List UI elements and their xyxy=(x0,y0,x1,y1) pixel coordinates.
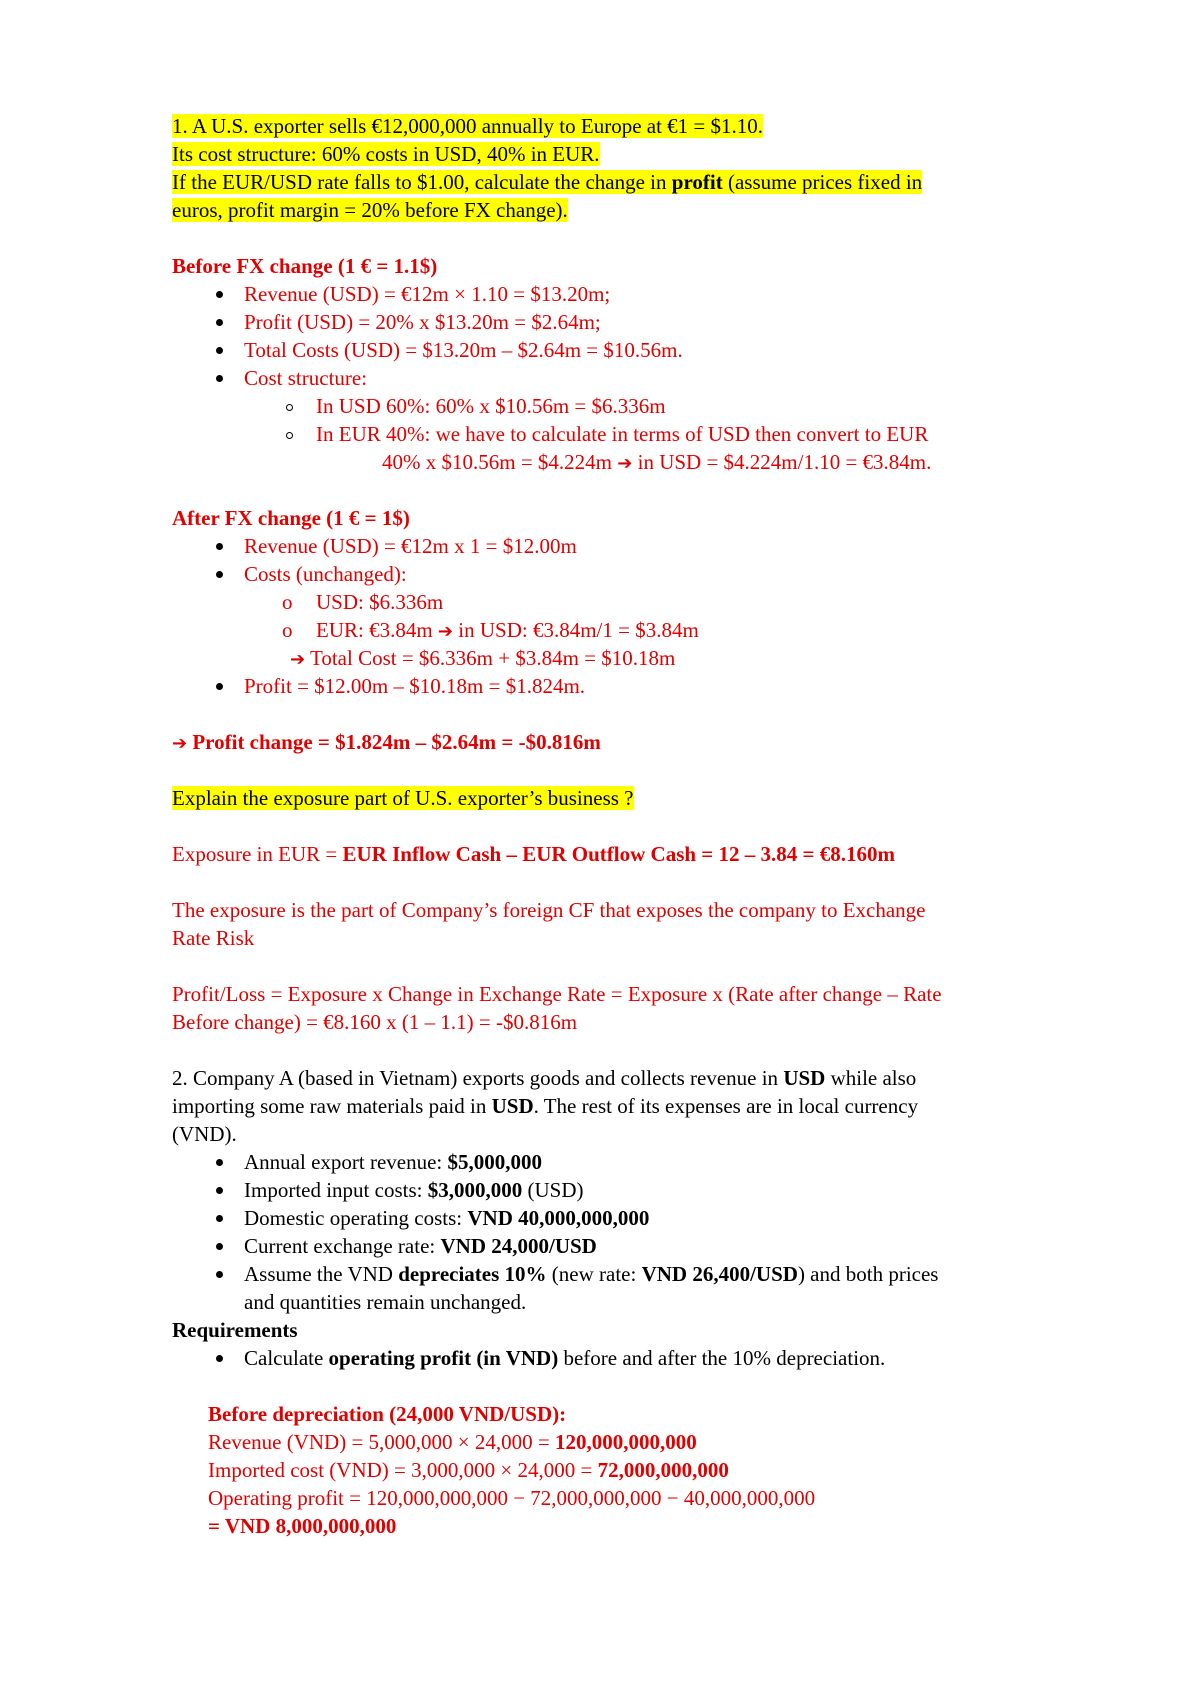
q2-intro-1: 2. Company A (based in Vietnam) exports goods and collects revenue in USD while also xyxy=(172,1066,917,1090)
after-revenue: Revenue (USD) = €12m x 1 = $12.00m xyxy=(172,532,1072,560)
profit-change: ➔ Profit change = $1.824m – $2.64m = -$0.816m xyxy=(172,730,601,754)
before-fx-heading: Before FX change (1 € = 1.1$) xyxy=(172,254,438,278)
requirements-heading: Requirements xyxy=(172,1318,298,1342)
before-profit: Profit (USD) = 20% x $13.20m = $2.64m; xyxy=(172,308,1072,336)
requirement-item: Calculate operating profit (in VND) before and after the 10% depreciation. xyxy=(172,1344,1072,1372)
q1-prompt-line-3: If the EUR/USD rate falls to $1.00, calculate the change in profit (assume prices fixed in xyxy=(172,170,923,194)
q2-item-domestic: Domestic operating costs: VND 40,000,000,000 xyxy=(172,1204,1072,1232)
q2-intro-3: (VND). xyxy=(172,1122,237,1146)
before-total-costs: Total Costs (USD) = $13.20m – $2.64m = $10.56m. xyxy=(172,336,1072,364)
exposure-line: Exposure in EUR = EUR Inflow Cash – EUR Outflow Cash = 12 – 3.84 = €8.160m xyxy=(172,842,895,866)
revenue-vnd: Revenue (VND) = 5,000,000 × 24,000 = 120,000,000,000 xyxy=(208,1430,697,1454)
q2-item-rate: Current exchange rate: VND 24,000/USD xyxy=(172,1232,1072,1260)
q2-item-revenue: Annual export revenue: $5,000,000 xyxy=(172,1148,1072,1176)
arrow-right-icon: ➔ xyxy=(172,733,188,754)
arrow-right-icon: ➔ xyxy=(617,453,633,474)
profit-loss-line-1: Profit/Loss = Exposure x Change in Exchange Rate = Exposure x (Rate after change – Rate xyxy=(172,982,942,1006)
before-cost-structure: Cost structure: xyxy=(172,364,1072,392)
after-fx-heading: After FX change (1 € = 1$) xyxy=(172,506,410,530)
arrow-right-icon: ➔ xyxy=(290,649,306,670)
exposure-definition-2: Rate Risk xyxy=(172,926,255,950)
imported-cost-vnd: Imported cost (VND) = 3,000,000 × 24,000 = 72,000,000,000 xyxy=(208,1458,729,1482)
q2-item-imported: Imported input costs: $3,000,000 (USD) xyxy=(172,1176,1072,1204)
q2-intro-2: importing some raw materials paid in USD. The rest of its expenses are in local currency xyxy=(172,1094,919,1118)
cost-eur-calc: 40% x $10.56m = $4.224m ➔ in USD = $4.224m/1.10 = €3.84m. xyxy=(382,450,932,474)
arrow-right-icon: ➔ xyxy=(437,621,454,642)
after-total-cost: ➔ Total Cost = $6.336m + $3.84m = $10.18m xyxy=(290,646,676,670)
before-revenue: Revenue (USD) = €12m × 1.10 = $13.20m; xyxy=(172,280,1072,308)
operating-profit-line-1: Operating profit = 120,000,000,000 − 72,000,000,000 − 40,000,000,000 xyxy=(208,1486,816,1510)
after-cost-usd: o USD: $6.336m xyxy=(172,588,1072,616)
after-costs: Costs (unchanged): xyxy=(172,560,1072,588)
q1-prompt-line-4: euros, profit margin = 20% before FX change). xyxy=(172,198,568,222)
profit-loss-line-2: Before change) = €8.160 x (1 – 1.1) = -$0.816m xyxy=(172,1010,578,1034)
document-page xyxy=(172,112,1072,1540)
after-profit: Profit = $12.00m – $10.18m = $1.824m. xyxy=(172,672,1072,700)
cost-eur: In EUR 40%: we have to calculate in terms of USD then convert to EUR xyxy=(172,420,1072,448)
explain-prompt: Explain the exposure part of U.S. exporter’s business ? xyxy=(172,786,634,810)
q2-item-assume-cont: and quantities remain unchanged. xyxy=(244,1290,527,1314)
exposure-definition-1: The exposure is the part of Company’s foreign CF that exposes the company to Exchange xyxy=(172,898,926,922)
q1-prompt-line-2: Its cost structure: 60% costs in USD, 40% in EUR. xyxy=(172,142,600,166)
operating-profit-line-2: = VND 8,000,000,000 xyxy=(208,1514,397,1538)
before-depreciation-heading: Before depreciation (24,000 VND/USD): xyxy=(208,1402,567,1426)
q1-prompt-line-1: 1. A U.S. exporter sells €12,000,000 annually to Europe at €1 = $1.10. xyxy=(172,114,764,138)
after-cost-eur: o EUR: €3.84m ➔ in USD: €3.84m/1 = $3.84m xyxy=(172,616,1072,644)
cost-usd: In USD 60%: 60% x $10.56m = $6.336m xyxy=(172,392,1072,420)
q2-item-assume: Assume the VND depreciates 10% (new rate: VND 26,400/USD) and both prices xyxy=(172,1260,1072,1288)
